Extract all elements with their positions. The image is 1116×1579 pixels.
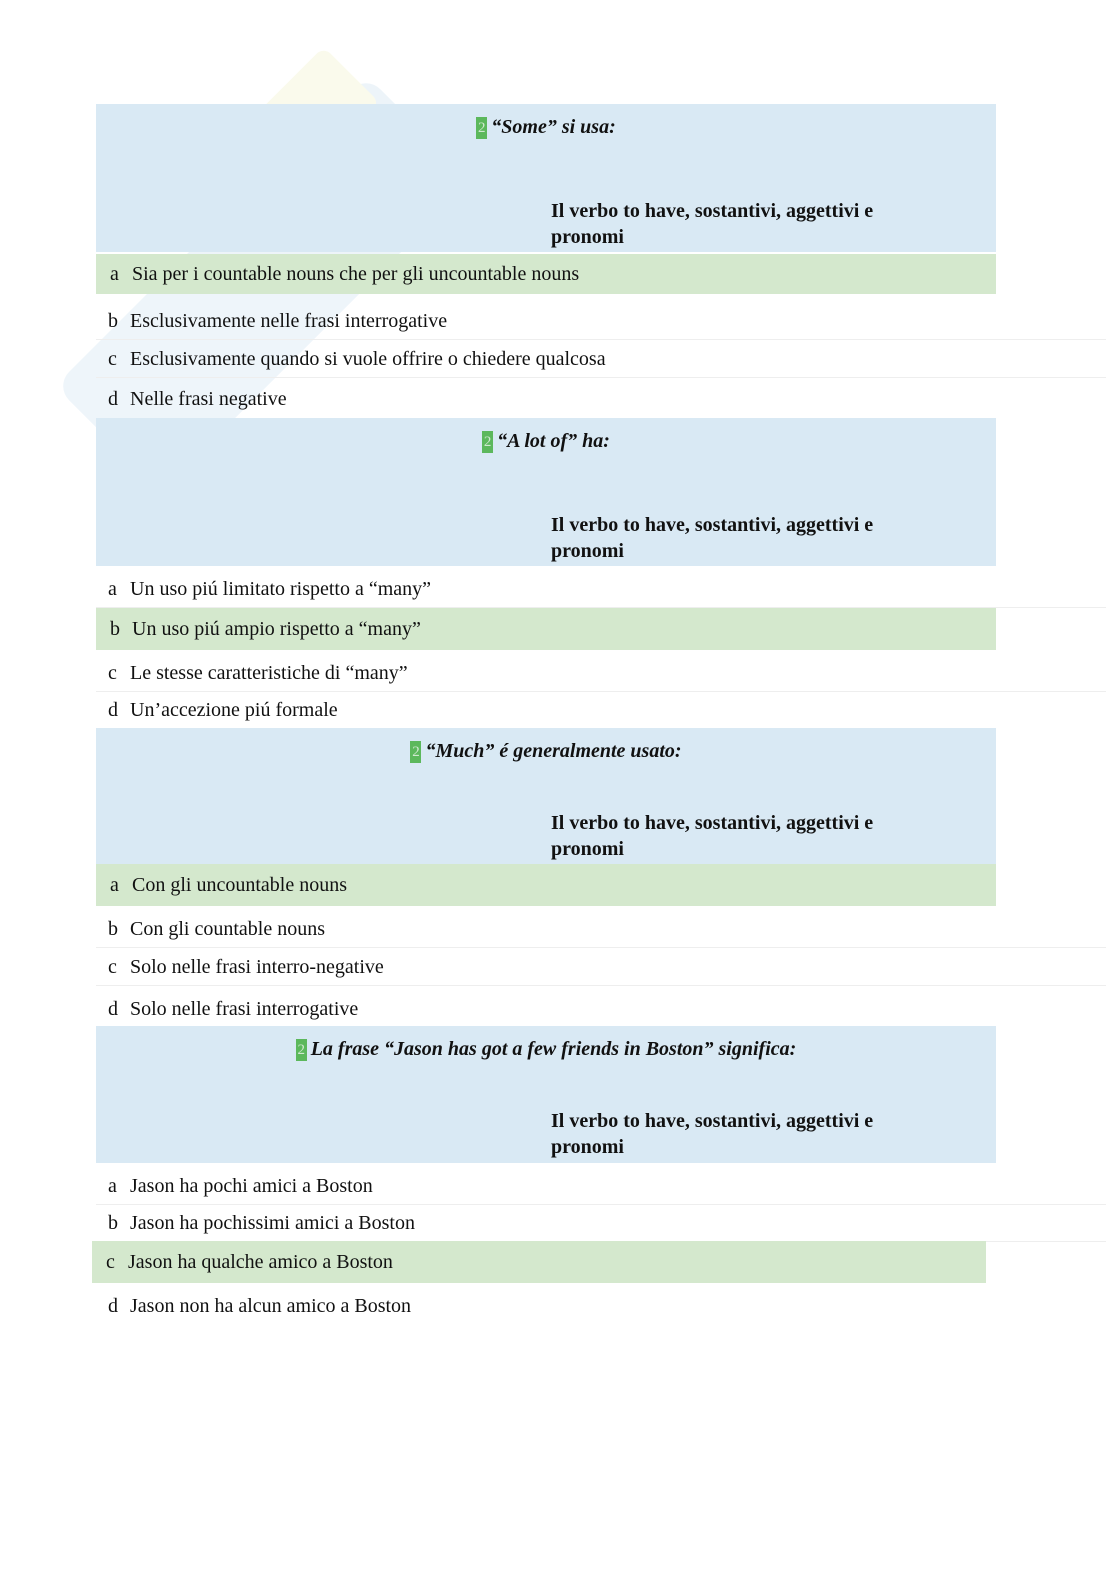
answer-option-correct[interactable]: c Jason ha qualche amico a Boston	[92, 1241, 986, 1283]
answer-option[interactable]: b Jason ha pochissimi amici a Boston	[96, 1204, 1106, 1242]
answer-option[interactable]: a Un uso piú limitato rispetto a “many”	[96, 570, 1106, 608]
answer-option-correct[interactable]: a Con gli uncountable nouns	[96, 864, 996, 906]
question-number-badge: 2	[482, 431, 493, 453]
answer-option-correct[interactable]: a Sia per i countable nouns che per gli uncountable nouns	[96, 254, 996, 294]
question-text: 2 “Some” si usa:	[478, 116, 616, 138]
answer-option[interactable]: d Solo nelle frasi interrogative	[108, 998, 359, 1020]
question-text: 2 “Much” é generalmente usato:	[412, 740, 682, 762]
answer-option[interactable]: d Nelle frasi negative	[108, 388, 287, 410]
answer-option[interactable]: d Un’accezione piú formale	[108, 699, 338, 721]
answer-option[interactable]: a Jason ha pochi amici a Boston	[96, 1167, 1106, 1205]
question-number-badge: 2	[410, 741, 421, 763]
answer-option[interactable]: c Le stesse caratteristiche di “many”	[96, 654, 1106, 692]
answer-option[interactable]: b Esclusivamente nelle frasi interrogative	[96, 302, 1106, 340]
question-header	[96, 1026, 996, 1163]
answer-option[interactable]: c Solo nelle frasi interro-negative	[96, 948, 1106, 986]
question-header	[96, 418, 996, 566]
question-topic: Il verbo to have, sostantivi, aggettivi e pronomi	[551, 1110, 874, 1158]
answer-option[interactable]: d Jason non ha alcun amico a Boston	[108, 1295, 412, 1317]
question-header	[96, 728, 996, 864]
question-number-badge: 2	[296, 1039, 307, 1061]
question-text: 2 “A lot of” ha:	[483, 430, 610, 452]
question-topic: Il verbo to have, sostantivi, aggettivi e pronomi	[551, 514, 874, 562]
question-topic: Il verbo to have, sostantivi, aggettivi e pronomi	[551, 200, 874, 248]
question-topic: Il verbo to have, sostantivi, aggettivi e pronomi	[551, 812, 874, 860]
question-number-badge: 2	[476, 117, 487, 139]
answer-option[interactable]: c Esclusivamente quando si vuole offrire o chiedere qualcosa	[96, 340, 1106, 378]
answer-option-correct[interactable]: b Un uso piú ampio rispetto a “many”	[96, 608, 996, 650]
question-text: 2 La frase “Jason has got a few friends in Boston” significa:	[297, 1038, 797, 1060]
question-header	[96, 104, 996, 252]
answer-option[interactable]: b Con gli countable nouns	[96, 910, 1106, 948]
